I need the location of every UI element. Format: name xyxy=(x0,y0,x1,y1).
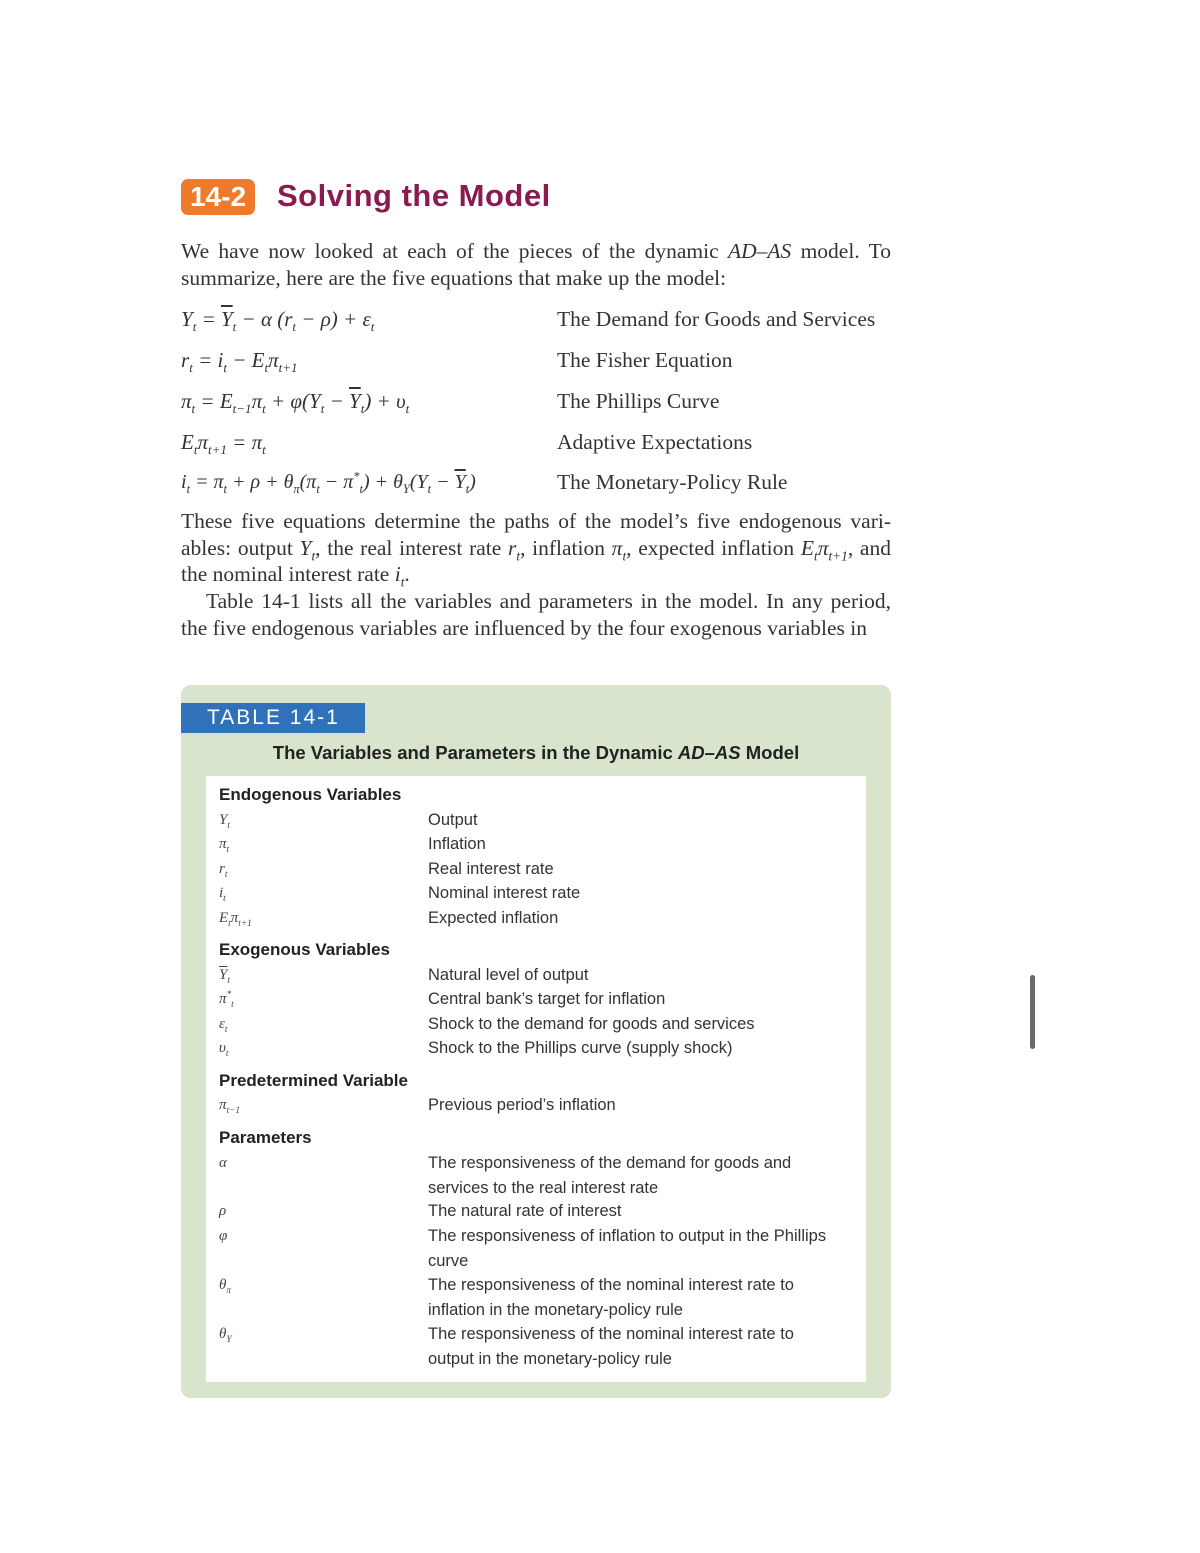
symbol-phi: φ xyxy=(219,1228,228,1244)
symbol-theta-pi: $\theta_\pi$ xyxy=(219,1277,232,1296)
desc-natural-output: Natural level of output xyxy=(428,966,589,984)
symbol-pi: $\pi_t$ xyxy=(219,836,230,855)
equation-phillips: $\pi_t = E_{t-1}\pi_t + \varphi(Y_t - \overline{Y}_t) + \upsilon_t$ xyxy=(181,389,410,417)
intro-paragraph: We have now looked at each of the pieces of the dynamic AD–AS model. To summarize, here are the five equations that make up the model: xyxy=(181,239,891,290)
group-heading-parameters: Parameters xyxy=(219,1128,312,1147)
symbol-pi-lag: $\pi_{t-1}$ xyxy=(219,1097,241,1116)
desc-output: Output xyxy=(428,811,478,829)
equation-name-demand: The Demand for Goods and Services xyxy=(557,307,876,331)
group-heading-predetermined: Predetermined Variable xyxy=(219,1071,408,1090)
desc-rho: The natural rate of interest xyxy=(428,1202,622,1220)
desc-theta-Y: The responsiveness of the nominal interest rate to output in the monetary-policy rule xyxy=(428,1325,794,1368)
equation-name-phillips: The Phillips Curve xyxy=(557,389,720,413)
symbol-rho: ρ xyxy=(219,1203,227,1219)
desc-inflation-target: Central bank’s target for inflation xyxy=(428,990,666,1008)
desc-supply-shock: Shock to the Phillips curve (supply shock) xyxy=(428,1039,733,1057)
equation-name-policy-rule: The Monetary-Policy Rule xyxy=(557,470,788,494)
desc-inflation: Inflation xyxy=(428,835,486,853)
symbol-i: $i_t$ xyxy=(219,885,226,904)
symbol-Y-bar: $\overline{Y}_t$ xyxy=(219,967,230,986)
equation-fisher: $r_t = i_t - E_t\pi_{t+1}$ xyxy=(181,348,298,376)
group-heading-endogenous: Endogenous Variables xyxy=(219,785,402,804)
desc-demand-shock: Shock to the demand for goods and services xyxy=(428,1015,755,1033)
desc-previous-inflation: Previous period’s inflation xyxy=(428,1096,616,1114)
symbol-r: $r_t$ xyxy=(219,861,228,880)
symbol-alpha: α xyxy=(219,1155,227,1171)
equation-name-expectations: Adaptive Expectations xyxy=(557,430,753,454)
equation-expectations: $E_t\pi_{t+1} = \pi_t$ xyxy=(181,430,266,458)
desc-nominal-rate: Nominal interest rate xyxy=(428,884,581,902)
equation-name-fisher: The Fisher Equation xyxy=(557,348,733,372)
symbol-Y: $Y_t$ xyxy=(219,812,230,831)
desc-phi: The responsiveness of inflation to output in the Phillips curve xyxy=(428,1227,827,1270)
group-heading-exogenous: Exogenous Variables xyxy=(219,940,391,959)
symbol-theta-Y: $\theta_Y$ xyxy=(219,1326,232,1345)
vertical-scrollbar[interactable] xyxy=(1030,975,1035,1049)
symbol-upsilon: $\upsilon_t$ xyxy=(219,1040,229,1059)
desc-theta-pi: The responsiveness of the nominal interest rate to inflation in the monetary-policy rule xyxy=(428,1276,794,1319)
desc-expected-inflation: Expected inflation xyxy=(428,909,559,927)
symbol-epsilon: $\varepsilon_t$ xyxy=(219,1016,228,1035)
section-number-badge: 14-2 xyxy=(181,179,255,215)
symbol-pi-star: $\pi^*_t$ xyxy=(219,990,234,1010)
paragraph-table-intro: Table 14-1 lists all the variables and parameters in the model. In any period, the five endogenous variables are influenced by the four exogenous variables in xyxy=(181,589,891,640)
symbol-expected-pi: $E_t\pi_{t+1}$ xyxy=(219,910,252,929)
desc-real-rate: Real interest rate xyxy=(428,860,554,878)
table-caption: The Variables and Parameters in the Dynamic AD–AS Model xyxy=(272,742,800,763)
table-label: TABLE 14-1 xyxy=(181,703,365,733)
equation-demand: $Y_t = \overline{Y}_t - \alpha$ $(r_t - \rho) + \varepsilon_t$ xyxy=(181,307,375,335)
desc-alpha: The responsiveness of the demand for goods and services to the real interest rate xyxy=(428,1154,792,1197)
paragraph-endogenous: These five equations determine the paths of the model’s five endogenous vari-ables: output $Y_t$, the real interest rate $r_t$, inflation $\pi_t$, expected inflation $E_t\pi_{t+1}$, and the nominal interest rate $i_t$. xyxy=(181,509,891,590)
section-title: Solving the Model xyxy=(277,178,551,213)
equation-policy-rule: $i_t = \pi_t + \rho + \theta_\pi(\pi_t - \pi^*_t) + \theta_Y(Y_t - \overline{Y}_t)$ xyxy=(181,469,476,496)
